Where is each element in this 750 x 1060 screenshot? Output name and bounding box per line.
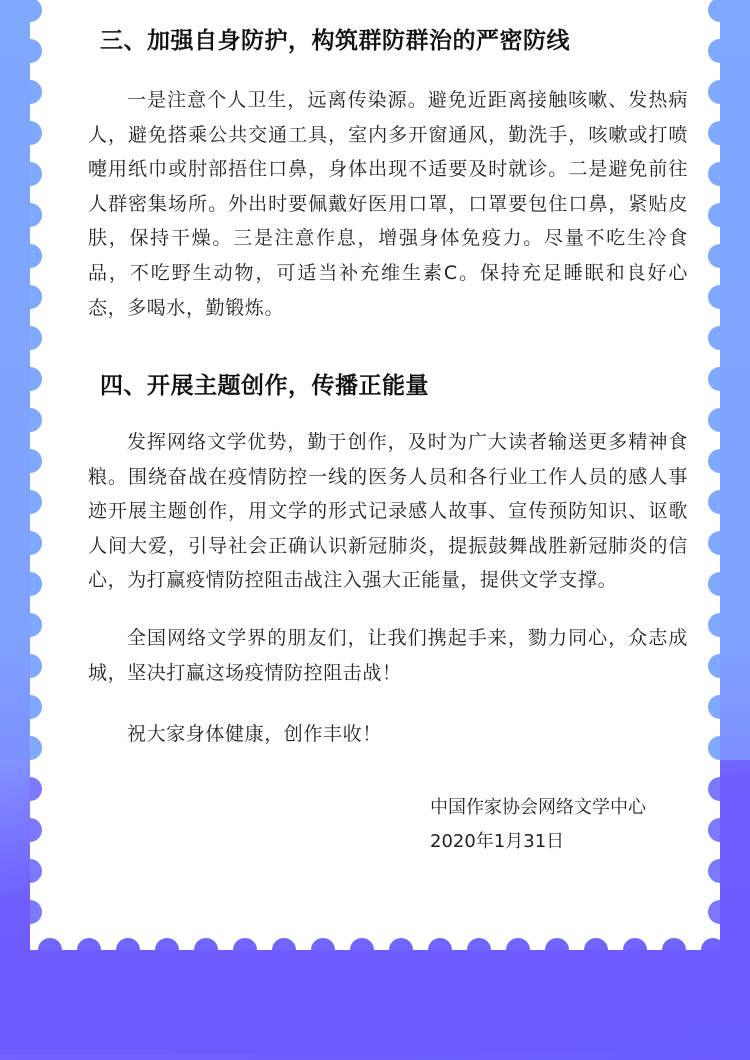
section-3-title: 三、加强自身防护，构筑群防群治的严密防线 [100,28,570,54]
closing-appeal: 全国网络文学界的朋友们，让我们携起手来，勠力同心，众志成城，坚决打赢这场疫情防控阻击战！ [88,627,688,684]
signature-organization: 中国作家协会网络文学中心 [430,797,646,818]
section-3-body: 一是注意个人卫生，远离传染源。避免近距离接触咳嗽、发热病人，避免搭乘公共交通工具，室内多开窗通风，勤洗手，咳嗽或打喷嚏用纸巾或肘部捂住口鼻，身体出现不适要及时就诊。二是避免前往人群密集场所。外出时要佩戴好医用口罩，口罩要包住口鼻，紧贴皮肤，保持干燥。三是注意作息，增强身体免疫力。尽量不吃生冷食品，不吃野生动物，可适当补充维生素C。保持充足睡眠和良好心态，多喝水，勤锻炼。 [88,89,688,319]
signature-date: 2020年1月31日 [430,831,565,852]
section-4-body: 发挥网络文学优势，勤于创作，及时为广大读者输送更多精神食粮。围绕奋战在疫情防控一线的医务人员和各行业工作人员的感人事迹开展主题创作，用文学的形式记录感人故事、宣传预防知识、讴歌人间大爱，引导社会正确认识新冠肺炎，提振鼓舞战胜新冠肺炎的信心，为打赢疫情防控阻击战注入强大正能量，提供文学支撑。 [88,431,688,592]
section-4-title: 四、开展主题创作，传播正能量 [100,373,429,399]
closing-wish: 祝大家身体健康，创作丰收！ [127,723,382,745]
